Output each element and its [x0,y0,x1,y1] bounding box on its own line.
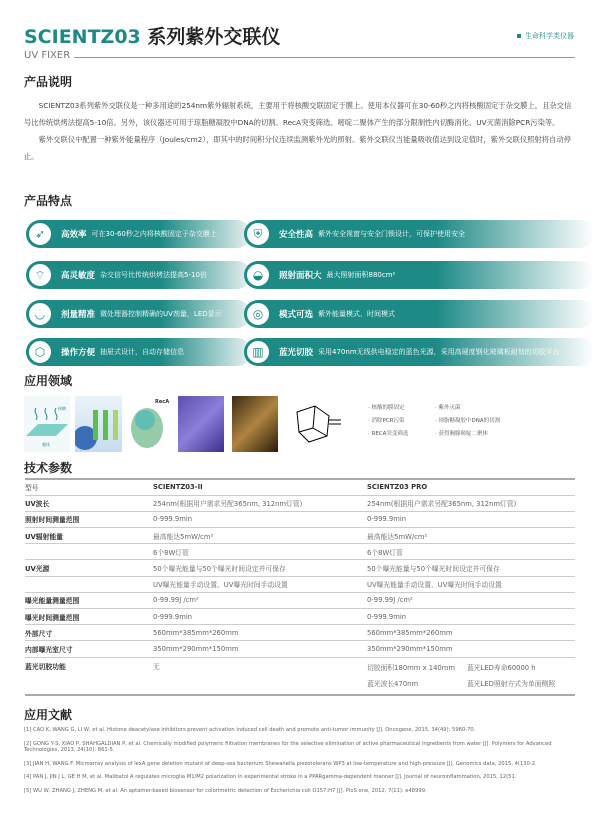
specs-heading: 技术参数 [24,461,73,475]
feature-title: 高灵敏度 [61,271,96,281]
spec-label: 内部曝光室尺寸 [25,645,73,654]
gel-cutting-image [232,396,278,452]
feature-title: 高效率 [61,230,87,240]
applications-heading: 应用领域 [24,374,73,388]
spec-value-ii: SCIENTZ03-II [153,483,203,492]
feature-item [26,261,251,289]
lamp-icon: ◒ [245,262,271,288]
spec-value-ii: 350mm*290mm*150mm [153,644,239,653]
spec-label: 蓝光切胶功能 [25,662,66,671]
feature-text: 抽屉式设计，自动存储信息 [100,348,185,356]
feature-title: 照射面积大 [279,271,322,281]
spec-value-ii: 0-99.99J /cm² [153,596,199,605]
reference-item: [2] GONG Y-S, XIAO P, SHAHGALDIAN P, et al. Chemically modified polymeric filtration membranes for the selective elimination of active pharmaceutical ingredients from water [J]. Polymers for Advanced Technologies, 2013, 24(10): 861-5. [24,740,552,753]
spec-label: UV波长 [25,500,50,509]
specs-table [25,478,575,696]
spec-value-pro: 254nm(根据用户需求另配365nm, 312nm灯管) [367,500,517,509]
reference-item: [1] CAO K, WANG G, LI W, et al. Histone deacetylase inhibitors prevent activation induced cell death and promote anti-tumor immunity [J]. Oncogene, 2015, 34(49): 5960-70. [24,727,476,733]
gauge-icon: ◡ [27,301,53,327]
category-label: 生命科学类仪器 [517,31,574,41]
spec-value-pro: 560mm*385mm*260mm [367,628,453,637]
spec-value-ii: UV曝光能量手动设置、UV曝光时间手动设置 [153,581,288,590]
spec-value-pro: 50个曝光能量与50个曝光时间设定并可保存 [367,565,500,574]
spec-label: 曝光时间测量范围 [25,613,80,622]
applications-list-2: · 紫外灭菌 · 琼脂糖凝胶中DNA的切割 · 获得胸腺嘧啶二聚体 [435,405,501,437]
page-title: SCIENTZ03 系列紫外交联仪 [24,26,281,48]
spec-value-ii: 0-999.9min [153,515,193,524]
applications-list-1: · 核酸的膜固定 · 消除PCR污染 · RECA突变筛选 [368,405,409,437]
spec-label: 曝光能量测量范围 [25,597,80,606]
spec-row [25,592,575,608]
feature-item [244,261,594,289]
svg-text:膜体: 膜体 [42,442,50,447]
references-heading: 应用文献 [24,708,73,722]
spec-row [25,511,575,527]
reca-protein-image [127,396,173,452]
svg-text:RecA: RecA [155,399,170,405]
nucleic-membrane-image [24,396,70,452]
spec-value-ii: 50个曝光能量与50个曝光时间设定并可保存 [153,565,286,574]
feature-item [26,220,251,248]
feature-title: 模式可选 [279,310,314,320]
spec-value-pro: 0-99.99J /cm² [367,596,413,605]
pcr-tubes-image [75,396,122,452]
spec-value-pro: SCIENTZ03 PRO [367,483,428,492]
spec-value-ii: 560mm*385mm*260mm [153,628,239,637]
spec-row [25,625,575,641]
rocket-icon: ➶ [27,221,53,247]
spec-value-pro: UV曝光能量手动设置、UV曝光时间手动设置 [367,581,502,590]
spec-value-ii: 0-999.9min [153,612,193,621]
signal-icon: ⌔ [27,262,53,288]
feature-text: 采用470nm无线供电稳定的蓝色光源，采用高硬度钢化玻璃板耐划的切胶平台 [318,348,560,356]
dimer-structure-image [285,396,345,452]
feature-title: 剂量精准 [61,310,96,320]
spec-row [25,479,575,495]
feature-text: 紫外能量模式、时间模式 [318,310,396,318]
feature-item [244,300,594,328]
spec-value-pro: 6个8W灯管 [367,548,403,557]
spec-label [25,576,153,592]
reference-item: [4] PAN J, JIN J L, GE H M, et al. Malibatol A regulates microglia M1/M2 polarization in experimental stroke in a PPARgamma-dependent manner [J]. Journal of neuroinflammation, 2015, 12(51. [24,774,517,780]
divider [74,57,575,58]
feature-text: 微处理器控制精确的UV剂量，LED显示 [100,310,222,318]
reference-item: [3] JIAN H, WANG F. Microarray analysis of lexA gene deletion mutant of deep-sea bacterium Shewanella piezotolerans WP3 at low-temperature and high-pressure [J]. Genomics data, 2015, 4(130-2. [24,760,537,767]
spec-label: 型号 [25,484,39,493]
shield-icon: ⛨ [245,221,271,247]
description-text: SCIENTZ03系列紫外交联仪是一种多用途的254nm紫外辐射系统，主要用于将核酸交联固定于膜上。使用本仪器可在30-60秒之内将核酸固定于杂交膜上，且杂交信号比传统烘烤法提高5-10倍。另外，该仪器还可用于琼脂糖凝胶中DNA的切割、RecA突变筛选、嘧啶二聚体产生的部分限制性内切酶消化、UV灭菌消除PCR污染等。 紫外交联仪中配置一种紫外能量程序（Joules/cm2），即其中的时间积分仪连续监测紫外光的照射。紫外交联仪当能量吸收值达到设定值时，紫外交联仪照射将自动停止。 [24,101,572,161]
spec-value-pro: 350mm*290mm*150mm [367,644,453,653]
feature-item [26,338,251,366]
spec-label: 外部尺寸 [25,629,53,638]
features-heading: 产品特点 [24,194,73,208]
spec-row [25,560,575,576]
spec-label [25,544,153,560]
feature-text: 紫外安全视窗与安全门锁设计，可保护使用安全 [318,230,466,238]
mode-icon: ◎ [245,301,271,327]
spec-row [25,544,575,560]
spec-row [25,609,575,625]
subtitle: UV FIXER [24,50,71,61]
spec-value-ii: 6个8W灯管 [153,548,189,557]
feature-item [244,338,594,366]
feature-title: 操作方便 [61,348,96,358]
spec-row [25,576,575,592]
feature-text: 杂交信号比传统烘烤法提高5-10倍 [100,271,207,279]
spec-value-ii: 254nm(根据用户需求另配365nm, 312nm灯管) [153,500,303,509]
spec-value-ii: 最高能达5mW/cm² [153,532,214,541]
spec-label: UV辐射能量 [25,532,63,541]
svg-text:核酸: 核酸 [58,406,66,411]
spec-row [25,495,575,511]
spec-value-pro: 最高能达5mW/cm² [367,532,428,541]
feature-item [26,300,251,328]
spec-value-pro: 0-999.9min [367,612,407,621]
spec-value-ii: 无 [153,662,160,671]
feature-item [244,220,594,248]
spec-label: 照射时间测量范围 [25,516,80,525]
description-heading: 产品说明 [24,75,73,89]
spec-label: UV光源 [25,565,50,574]
feature-text: 最大照射面积880cm² [326,271,396,279]
references-list [24,727,579,801]
box-icon: ⬡ [27,339,53,365]
feature-title: 安全性高 [279,230,314,240]
spec-row [25,641,575,657]
spec-value-pro: 0-999.9min [367,515,407,524]
gel-image [178,396,224,452]
reference-item: [5] WU W, ZHANG J, ZHENG M, et al. An aptamer-based biosensor for colorimetric detection of Escherichia coli O157:H7 [J]. PloS one, 2012, 7(11): e48999. [24,787,427,794]
spec-row-blue-light: 蓝光切胶功能 无 切胶面积180mm x 140mm 蓝光LED寿命60000 h 蓝光波长470nm 蓝光LED照射方式为单面侧照 [25,657,575,695]
feature-text: 可在30-60秒之内将核酸固定于杂交膜上 [91,230,217,238]
feature-title: 蓝光切胶 [279,348,314,358]
gel-icon: ▥ [245,339,271,365]
spec-row [25,528,575,544]
